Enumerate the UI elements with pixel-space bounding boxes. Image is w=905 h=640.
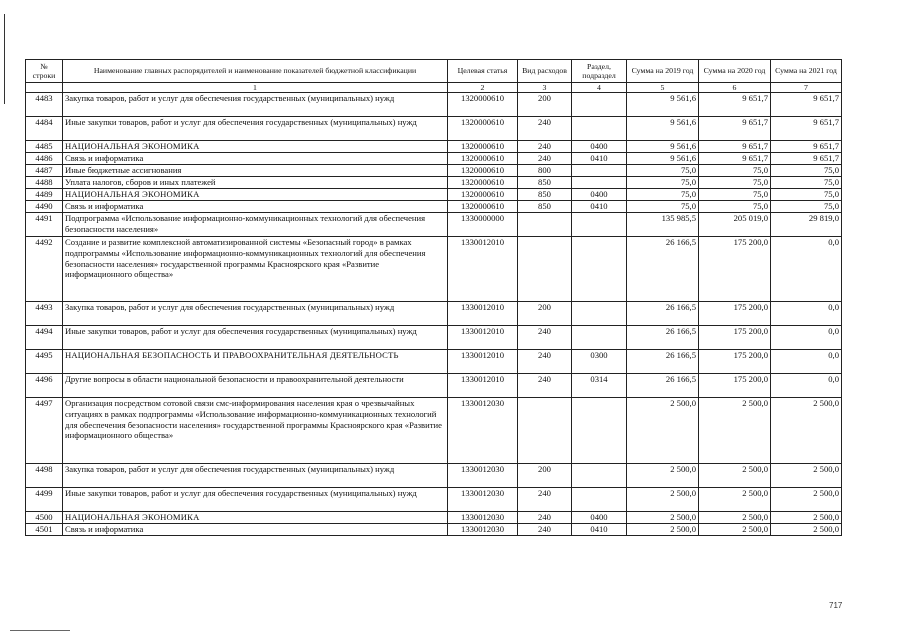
row-sum-2019: 2 500,0 bbox=[627, 524, 699, 536]
row-expense-type: 800 bbox=[518, 165, 572, 177]
table-row bbox=[26, 177, 842, 189]
header-name: Наименование главных распорядителей и наименование показателей бюджетной классификации bbox=[63, 60, 448, 83]
row-sum-2021: 0,0 bbox=[771, 350, 842, 374]
column-number: 5 bbox=[627, 83, 699, 93]
table-row bbox=[26, 350, 842, 374]
row-target-article: 1320000610 bbox=[448, 201, 518, 213]
row-number: 4500 bbox=[26, 512, 63, 524]
row-sum-2019: 26 166,5 bbox=[627, 374, 699, 398]
table-row bbox=[26, 524, 842, 536]
row-sum-2021: 9 651,7 bbox=[771, 153, 842, 165]
row-sum-2020: 175 200,0 bbox=[699, 237, 771, 302]
row-sum-2021: 9 651,7 bbox=[771, 117, 842, 141]
row-section bbox=[572, 398, 627, 464]
footnote-rule bbox=[10, 630, 70, 631]
page-number: 717 bbox=[829, 601, 843, 610]
row-sum-2020: 2 500,0 bbox=[699, 488, 771, 512]
table-row bbox=[26, 237, 842, 302]
row-expense-type: 850 bbox=[518, 177, 572, 189]
column-number: 7 bbox=[771, 83, 842, 93]
row-sum-2020: 175 200,0 bbox=[699, 326, 771, 350]
table-row bbox=[26, 117, 842, 141]
row-expense-type bbox=[518, 213, 572, 237]
row-expense-type: 240 bbox=[518, 488, 572, 512]
row-name: НАЦИОНАЛЬНАЯ БЕЗОПАСНОСТЬ И ПРАВООХРАНИТЕЛЬНАЯ ДЕЯТЕЛЬНОСТЬ bbox=[63, 350, 448, 374]
row-name: Другие вопросы в области национальной безопасности и правоохранительной деятельности bbox=[63, 374, 448, 398]
row-number: 4493 bbox=[26, 302, 63, 326]
row-expense-type: 200 bbox=[518, 93, 572, 117]
row-number: 4491 bbox=[26, 213, 63, 237]
row-name: Уплата налогов, сборов и иных платежей bbox=[63, 177, 448, 189]
row-target-article: 1330012010 bbox=[448, 350, 518, 374]
table-row bbox=[26, 153, 842, 165]
row-sum-2019: 2 500,0 bbox=[627, 488, 699, 512]
row-sum-2020: 175 200,0 bbox=[699, 374, 771, 398]
row-sum-2021: 0,0 bbox=[771, 326, 842, 350]
row-sum-2019: 75,0 bbox=[627, 201, 699, 213]
header-target-article: Целевая статья bbox=[448, 60, 518, 83]
row-sum-2021: 29 819,0 bbox=[771, 213, 842, 237]
row-section: 0400 bbox=[572, 512, 627, 524]
row-sum-2021: 75,0 bbox=[771, 189, 842, 201]
row-name: Организация посредством сотовой связи смс-информирования населения края о чрезвычайных ситуациях в рамках подпрограммы «Использование информационно-коммуникационных технологий для обеспечения безопасности населения» государственной программы Красноярского края «Развитие информационного общества» bbox=[63, 398, 448, 464]
budget-table bbox=[25, 59, 842, 536]
row-expense-type: 240 bbox=[518, 326, 572, 350]
row-sum-2021: 0,0 bbox=[771, 302, 842, 326]
row-sum-2021: 2 500,0 bbox=[771, 524, 842, 536]
row-section: 0400 bbox=[572, 141, 627, 153]
header-sum-2020: Сумма на 2020 год bbox=[699, 60, 771, 83]
row-section: 0410 bbox=[572, 201, 627, 213]
row-sum-2021: 0,0 bbox=[771, 237, 842, 302]
column-number bbox=[26, 83, 63, 93]
row-sum-2019: 75,0 bbox=[627, 165, 699, 177]
row-name: Закупка товаров, работ и услуг для обеспечения государственных (муниципальных) нужд bbox=[63, 93, 448, 117]
header-sum-2019: Сумма на 2019 год bbox=[627, 60, 699, 83]
row-number: 4486 bbox=[26, 153, 63, 165]
row-expense-type: 240 bbox=[518, 117, 572, 141]
row-section bbox=[572, 326, 627, 350]
row-sum-2019: 75,0 bbox=[627, 177, 699, 189]
row-name: Иные бюджетные ассигнования bbox=[63, 165, 448, 177]
row-section bbox=[572, 464, 627, 488]
row-number: 4501 bbox=[26, 524, 63, 536]
row-expense-type: 240 bbox=[518, 512, 572, 524]
row-target-article: 1330012030 bbox=[448, 398, 518, 464]
row-sum-2020: 9 651,7 bbox=[699, 141, 771, 153]
row-sum-2020: 2 500,0 bbox=[699, 512, 771, 524]
header-row-number: № строки bbox=[26, 60, 63, 83]
row-sum-2019: 9 561,6 bbox=[627, 153, 699, 165]
row-name: Иные закупки товаров, работ и услуг для обеспечения государственных (муниципальных) нужд bbox=[63, 117, 448, 141]
row-target-article: 1330012010 bbox=[448, 302, 518, 326]
row-sum-2020: 75,0 bbox=[699, 165, 771, 177]
row-section bbox=[572, 488, 627, 512]
table-row bbox=[26, 165, 842, 177]
row-name: Связь и информатика bbox=[63, 524, 448, 536]
row-section: 0300 bbox=[572, 350, 627, 374]
row-target-article: 1330012010 bbox=[448, 237, 518, 302]
column-number-row bbox=[26, 83, 842, 93]
row-expense-type: 850 bbox=[518, 189, 572, 201]
margin-rule bbox=[4, 14, 5, 104]
row-sum-2020: 2 500,0 bbox=[699, 464, 771, 488]
row-sum-2019: 26 166,5 bbox=[627, 302, 699, 326]
table-row bbox=[26, 488, 842, 512]
row-number: 4489 bbox=[26, 189, 63, 201]
row-expense-type: 240 bbox=[518, 153, 572, 165]
row-sum-2021: 2 500,0 bbox=[771, 398, 842, 464]
row-sum-2019: 26 166,5 bbox=[627, 326, 699, 350]
row-name: Закупка товаров, работ и услуг для обеспечения государственных (муниципальных) нужд bbox=[63, 464, 448, 488]
row-section: 0410 bbox=[572, 524, 627, 536]
row-section bbox=[572, 177, 627, 189]
row-number: 4499 bbox=[26, 488, 63, 512]
table-row bbox=[26, 374, 842, 398]
row-number: 4495 bbox=[26, 350, 63, 374]
row-target-article: 1330012030 bbox=[448, 524, 518, 536]
table-body bbox=[26, 93, 842, 536]
row-section bbox=[572, 117, 627, 141]
row-sum-2020: 75,0 bbox=[699, 201, 771, 213]
row-sum-2020: 175 200,0 bbox=[699, 350, 771, 374]
row-number: 4490 bbox=[26, 201, 63, 213]
row-target-article: 1330012010 bbox=[448, 326, 518, 350]
row-name: Подпрограмма «Использование информационно-коммуникационных технологий для обеспечения безопасности населения» bbox=[63, 213, 448, 237]
table-row bbox=[26, 326, 842, 350]
row-expense-type: 240 bbox=[518, 350, 572, 374]
row-number: 4498 bbox=[26, 464, 63, 488]
table-row bbox=[26, 302, 842, 326]
row-sum-2020: 2 500,0 bbox=[699, 398, 771, 464]
row-target-article: 1320000610 bbox=[448, 93, 518, 117]
row-name: Создание и развитие комплексной автоматизированной системы «Безопасный город» в рамках подпрограммы «Использование информационно-коммуникационных технологий для обеспечения безопасности населения» государственной программы Красноярского края «Развитие информационного общества» bbox=[63, 237, 448, 302]
row-name: Иные закупки товаров, работ и услуг для обеспечения государственных (муниципальных) нужд bbox=[63, 326, 448, 350]
row-expense-type bbox=[518, 398, 572, 464]
column-number: 6 bbox=[699, 83, 771, 93]
table-row bbox=[26, 141, 842, 153]
row-sum-2021: 9 651,7 bbox=[771, 141, 842, 153]
row-section bbox=[572, 302, 627, 326]
row-name: Связь и информатика bbox=[63, 201, 448, 213]
row-section: 0410 bbox=[572, 153, 627, 165]
row-expense-type bbox=[518, 237, 572, 302]
row-name: Иные закупки товаров, работ и услуг для обеспечения государственных (муниципальных) нужд bbox=[63, 488, 448, 512]
row-target-article: 1320000610 bbox=[448, 117, 518, 141]
row-sum-2020: 9 651,7 bbox=[699, 93, 771, 117]
row-target-article: 1330012030 bbox=[448, 464, 518, 488]
row-number: 4494 bbox=[26, 326, 63, 350]
row-sum-2020: 2 500,0 bbox=[699, 524, 771, 536]
row-name: НАЦИОНАЛЬНАЯ ЭКОНОМИКА bbox=[63, 141, 448, 153]
row-target-article: 1320000610 bbox=[448, 153, 518, 165]
column-number: 1 bbox=[63, 83, 448, 93]
table-row bbox=[26, 213, 842, 237]
row-sum-2019: 26 166,5 bbox=[627, 237, 699, 302]
row-name: НАЦИОНАЛЬНАЯ ЭКОНОМИКА bbox=[63, 189, 448, 201]
row-number: 4487 bbox=[26, 165, 63, 177]
row-target-article: 1330000000 bbox=[448, 213, 518, 237]
row-section bbox=[572, 165, 627, 177]
row-sum-2019: 9 561,6 bbox=[627, 141, 699, 153]
row-sum-2021: 9 651,7 bbox=[771, 93, 842, 117]
row-expense-type: 240 bbox=[518, 141, 572, 153]
row-target-article: 1330012010 bbox=[448, 374, 518, 398]
table-row bbox=[26, 201, 842, 213]
row-number: 4484 bbox=[26, 117, 63, 141]
row-section bbox=[572, 213, 627, 237]
row-sum-2019: 9 561,6 bbox=[627, 117, 699, 141]
header-expense-type: Вид расходов bbox=[518, 60, 572, 83]
row-number: 4497 bbox=[26, 398, 63, 464]
row-target-article: 1320000610 bbox=[448, 189, 518, 201]
table-header-row bbox=[26, 60, 842, 83]
row-sum-2020: 75,0 bbox=[699, 189, 771, 201]
row-name: Закупка товаров, работ и услуг для обеспечения государственных (муниципальных) нужд bbox=[63, 302, 448, 326]
row-expense-type: 200 bbox=[518, 464, 572, 488]
row-number: 4485 bbox=[26, 141, 63, 153]
row-number: 4496 bbox=[26, 374, 63, 398]
row-sum-2019: 2 500,0 bbox=[627, 398, 699, 464]
row-sum-2021: 2 500,0 bbox=[771, 464, 842, 488]
row-sum-2020: 205 019,0 bbox=[699, 213, 771, 237]
row-target-article: 1320000610 bbox=[448, 165, 518, 177]
table-row bbox=[26, 398, 842, 464]
row-section bbox=[572, 237, 627, 302]
row-sum-2021: 2 500,0 bbox=[771, 512, 842, 524]
row-sum-2020: 75,0 bbox=[699, 177, 771, 189]
row-sum-2021: 75,0 bbox=[771, 177, 842, 189]
row-section bbox=[572, 93, 627, 117]
row-target-article: 1330012030 bbox=[448, 488, 518, 512]
row-sum-2020: 9 651,7 bbox=[699, 117, 771, 141]
row-expense-type: 850 bbox=[518, 201, 572, 213]
table-row bbox=[26, 93, 842, 117]
row-number: 4488 bbox=[26, 177, 63, 189]
row-number: 4492 bbox=[26, 237, 63, 302]
row-sum-2021: 0,0 bbox=[771, 374, 842, 398]
table-row bbox=[26, 464, 842, 488]
row-section: 0400 bbox=[572, 189, 627, 201]
row-sum-2019: 135 985,5 bbox=[627, 213, 699, 237]
row-name: НАЦИОНАЛЬНАЯ ЭКОНОМИКА bbox=[63, 512, 448, 524]
header-section: Раздел, подраздел bbox=[572, 60, 627, 83]
row-target-article: 1320000610 bbox=[448, 141, 518, 153]
row-expense-type: 240 bbox=[518, 374, 572, 398]
row-sum-2019: 26 166,5 bbox=[627, 350, 699, 374]
row-sum-2019: 2 500,0 bbox=[627, 464, 699, 488]
table-row bbox=[26, 189, 842, 201]
row-expense-type: 240 bbox=[518, 524, 572, 536]
table-row bbox=[26, 512, 842, 524]
row-sum-2020: 175 200,0 bbox=[699, 302, 771, 326]
row-name: Связь и информатика bbox=[63, 153, 448, 165]
row-sum-2019: 75,0 bbox=[627, 189, 699, 201]
row-sum-2020: 9 651,7 bbox=[699, 153, 771, 165]
column-number: 4 bbox=[572, 83, 627, 93]
row-sum-2021: 75,0 bbox=[771, 165, 842, 177]
row-target-article: 1320000610 bbox=[448, 177, 518, 189]
row-target-article: 1330012030 bbox=[448, 512, 518, 524]
row-sum-2021: 2 500,0 bbox=[771, 488, 842, 512]
row-sum-2019: 9 561,6 bbox=[627, 93, 699, 117]
column-number: 2 bbox=[448, 83, 518, 93]
column-number: 3 bbox=[518, 83, 572, 93]
row-sum-2019: 2 500,0 bbox=[627, 512, 699, 524]
row-number: 4483 bbox=[26, 93, 63, 117]
row-sum-2021: 75,0 bbox=[771, 201, 842, 213]
row-section: 0314 bbox=[572, 374, 627, 398]
header-sum-2021: Сумма на 2021 год bbox=[771, 60, 842, 83]
row-expense-type: 200 bbox=[518, 302, 572, 326]
